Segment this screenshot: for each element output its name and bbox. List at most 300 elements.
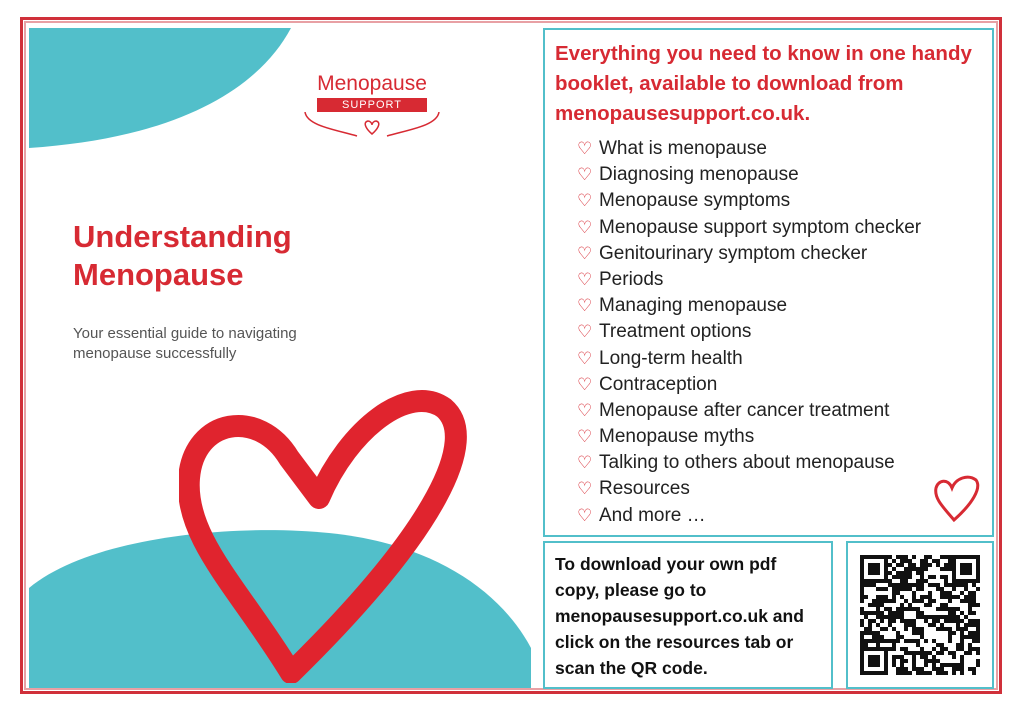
contents-item xyxy=(577,267,921,293)
qr-module xyxy=(944,555,948,559)
qr-module xyxy=(968,651,972,655)
qr-module xyxy=(936,627,940,631)
qr-module xyxy=(860,607,864,611)
qr-module xyxy=(920,631,924,635)
contents-item xyxy=(577,398,921,424)
qr-module xyxy=(904,659,908,663)
qr-module xyxy=(880,619,884,623)
heart-bullet-icon: ♡ xyxy=(577,348,593,368)
qr-module xyxy=(876,595,880,599)
qr-module xyxy=(948,611,952,615)
qr-module xyxy=(888,619,892,623)
qr-module xyxy=(868,639,872,643)
qr-module xyxy=(872,611,876,615)
qr-module xyxy=(896,587,900,591)
qr-module xyxy=(916,579,920,583)
qr-module xyxy=(868,623,872,627)
qr-module xyxy=(900,647,904,651)
contents-item-label: What is menopause xyxy=(599,138,767,159)
qr-module xyxy=(912,607,916,611)
qr-module xyxy=(876,587,880,591)
qr-module xyxy=(912,623,916,627)
contents-item xyxy=(577,215,921,241)
qr-module xyxy=(940,603,944,607)
qr-module xyxy=(880,595,884,599)
qr-module xyxy=(912,627,916,631)
qr-module xyxy=(944,595,948,599)
qr-finder-center xyxy=(868,563,880,575)
qr-module xyxy=(860,635,864,639)
qr-module xyxy=(956,607,960,611)
contents-item-label: Managing menopause xyxy=(599,295,788,317)
qr-module xyxy=(904,571,908,575)
qr-module xyxy=(972,639,976,643)
qr-module xyxy=(896,631,900,635)
qr-module xyxy=(960,655,964,659)
qr-module xyxy=(916,651,920,655)
qr-module xyxy=(892,627,896,631)
qr-module xyxy=(892,595,896,599)
qr-module xyxy=(912,591,916,595)
qr-module xyxy=(948,639,952,643)
qr-module xyxy=(952,655,956,659)
qr-module xyxy=(952,583,956,587)
qr-module xyxy=(908,607,912,611)
contents-item-label: Long-term health xyxy=(599,347,743,369)
qr-module xyxy=(920,559,924,563)
qr-module xyxy=(916,567,920,571)
qr-module xyxy=(948,599,952,603)
qr-module xyxy=(948,555,952,559)
heart-bullet-icon: ♡ xyxy=(577,165,593,185)
qr-module xyxy=(916,611,920,615)
qr-module xyxy=(892,615,896,619)
qr-module xyxy=(972,635,976,639)
qr-module xyxy=(892,619,896,623)
qr-module xyxy=(932,659,936,663)
qr-module xyxy=(876,603,880,607)
contents-item-label: And more … xyxy=(599,504,706,526)
qr-module xyxy=(944,603,948,607)
qr-module xyxy=(916,583,920,587)
qr-module xyxy=(904,599,908,603)
qr-module xyxy=(868,603,872,607)
qr-module xyxy=(860,619,864,623)
qr-module xyxy=(884,639,888,643)
qr-module xyxy=(904,619,908,623)
qr-module xyxy=(936,587,940,591)
qr-module xyxy=(912,583,916,587)
qr-module xyxy=(940,567,944,571)
qr-module xyxy=(932,559,936,563)
qr-module xyxy=(928,651,932,655)
qr-module xyxy=(952,619,956,623)
qr-module xyxy=(888,639,892,643)
qr-module xyxy=(900,555,904,559)
qr-module xyxy=(968,595,972,599)
qr-module xyxy=(924,559,928,563)
contents-item xyxy=(577,319,921,345)
qr-module xyxy=(976,627,980,631)
qr-module xyxy=(964,587,968,591)
qr-module xyxy=(880,611,884,615)
qr-module xyxy=(964,615,968,619)
qr-module xyxy=(900,587,904,591)
heart-bullet-icon: ♡ xyxy=(577,453,593,473)
qr-module xyxy=(888,583,892,587)
qr-module xyxy=(896,639,900,643)
qr-module xyxy=(860,639,864,643)
qr-module xyxy=(912,563,916,567)
qr-module xyxy=(896,583,900,587)
qr-module xyxy=(892,567,896,571)
qr-module xyxy=(916,667,920,671)
qr-module xyxy=(952,607,956,611)
qr-module xyxy=(940,663,944,667)
qr-module xyxy=(928,623,932,627)
qr-module xyxy=(900,579,904,583)
qr-module xyxy=(952,595,956,599)
qr-module xyxy=(892,611,896,615)
qr-module xyxy=(916,587,920,591)
qr-module xyxy=(912,651,916,655)
qr-module xyxy=(860,583,864,587)
qr-module xyxy=(924,639,928,643)
qr-module xyxy=(972,599,976,603)
qr-module xyxy=(972,671,976,675)
contents-item-label: Menopause after cancer treatment xyxy=(599,399,890,421)
qr-module xyxy=(928,595,932,599)
qr-module xyxy=(868,611,872,615)
qr-module xyxy=(876,623,880,627)
qr-module xyxy=(952,587,956,591)
qr-module xyxy=(920,595,924,599)
qr-module xyxy=(892,575,896,579)
qr-module xyxy=(932,667,936,671)
qr-module xyxy=(860,591,864,595)
qr-module xyxy=(880,615,884,619)
qr-module xyxy=(952,631,956,635)
qr-module xyxy=(920,627,924,631)
qr-module xyxy=(888,607,892,611)
qr-module xyxy=(900,663,904,667)
qr-module xyxy=(960,599,964,603)
contents-item-label: Treatment options xyxy=(599,321,752,343)
qr-module xyxy=(960,611,964,615)
qr-module xyxy=(952,663,956,667)
qr-module xyxy=(928,575,932,579)
qr-module xyxy=(884,599,888,603)
qr-module xyxy=(956,623,960,627)
qr-module xyxy=(892,591,896,595)
qr-module xyxy=(900,619,904,623)
qr-module xyxy=(860,587,864,591)
qr-module xyxy=(928,603,932,607)
qr-module xyxy=(932,619,936,623)
qr-module xyxy=(908,567,912,571)
qr-module xyxy=(936,643,940,647)
contents-item xyxy=(577,503,921,529)
qr-module xyxy=(908,623,912,627)
qr-module xyxy=(904,575,908,579)
qr-module xyxy=(972,667,976,671)
qr-module xyxy=(880,587,884,591)
qr-module xyxy=(960,663,964,667)
qr-module xyxy=(904,555,908,559)
qr-module xyxy=(912,619,916,623)
qr-module xyxy=(948,567,952,571)
qr-module xyxy=(976,647,980,651)
qr-module xyxy=(964,595,968,599)
qr-module xyxy=(968,631,972,635)
qr-module xyxy=(968,647,972,651)
qr-module xyxy=(948,615,952,619)
qr-module xyxy=(896,563,900,567)
qr-module xyxy=(968,643,972,647)
qr-module xyxy=(968,667,972,671)
qr-module xyxy=(912,555,916,559)
qr-module xyxy=(936,667,940,671)
qr-module xyxy=(904,639,908,643)
qr-module xyxy=(952,671,956,675)
qr-module xyxy=(932,663,936,667)
qr-module xyxy=(908,587,912,591)
qr-module xyxy=(880,599,884,603)
qr-module xyxy=(880,639,884,643)
qr-module xyxy=(920,647,924,651)
qr-module xyxy=(900,615,904,619)
cover-subtitle: Your essential guide to navigating menopause successfully xyxy=(73,325,297,362)
qr-finder-center xyxy=(960,563,972,575)
qr-module xyxy=(892,663,896,667)
qr-module xyxy=(932,575,936,579)
qr-module xyxy=(900,611,904,615)
qr-module xyxy=(976,603,980,607)
contents-item-label: Genitourinary symptom checker xyxy=(599,242,868,264)
qr-module xyxy=(904,667,908,671)
qr-module xyxy=(924,615,928,619)
qr-module xyxy=(888,555,892,559)
qr-module xyxy=(944,607,948,611)
qr-module xyxy=(920,563,924,567)
qr-module xyxy=(900,575,904,579)
qr-module xyxy=(924,555,928,559)
qr-module xyxy=(916,631,920,635)
qr-module xyxy=(948,635,952,639)
qr-module xyxy=(968,623,972,627)
qr-module xyxy=(976,631,980,635)
qr-module xyxy=(876,631,880,635)
qr-module xyxy=(952,611,956,615)
qr-module xyxy=(872,639,876,643)
qr-module xyxy=(972,619,976,623)
qr-module xyxy=(956,643,960,647)
qr-module xyxy=(860,631,864,635)
qr-module xyxy=(864,583,868,587)
qr-module xyxy=(896,615,900,619)
qr-module xyxy=(896,671,900,675)
qr-module xyxy=(944,575,948,579)
qr-module xyxy=(936,615,940,619)
qr-module xyxy=(936,563,940,567)
qr-module xyxy=(968,603,972,607)
qr-module xyxy=(880,627,884,631)
qr-module xyxy=(860,611,864,615)
qr-module xyxy=(932,647,936,651)
contents-list xyxy=(577,136,921,529)
qr-module xyxy=(972,623,976,627)
qr-module xyxy=(964,599,968,603)
qr-module xyxy=(868,583,872,587)
qr-module xyxy=(892,583,896,587)
qr-module xyxy=(964,635,968,639)
qr-module xyxy=(940,627,944,631)
qr-module xyxy=(924,579,928,583)
qr-module xyxy=(948,607,952,611)
qr-module xyxy=(908,559,912,563)
qr-module xyxy=(868,631,872,635)
qr-module xyxy=(920,583,924,587)
contents-item xyxy=(577,450,921,476)
qr-module xyxy=(920,615,924,619)
qr-module xyxy=(892,599,896,603)
qr-module xyxy=(964,651,968,655)
qr-module xyxy=(944,627,948,631)
qr-module xyxy=(964,627,968,631)
qr-module xyxy=(924,659,928,663)
qr-module xyxy=(896,611,900,615)
qr-module xyxy=(904,587,908,591)
qr-module xyxy=(948,627,952,631)
qr-module xyxy=(896,607,900,611)
qr-module xyxy=(960,591,964,595)
qr-module xyxy=(876,599,880,603)
qr-module xyxy=(972,591,976,595)
qr-module xyxy=(956,627,960,631)
qr-module xyxy=(904,559,908,563)
qr-module xyxy=(932,655,936,659)
heart-bullet-icon: ♡ xyxy=(577,269,593,289)
qr-module xyxy=(920,587,924,591)
qr-module xyxy=(924,619,928,623)
qr-module xyxy=(908,563,912,567)
qr-module xyxy=(924,655,928,659)
qr-module xyxy=(896,591,900,595)
qr-module xyxy=(940,575,944,579)
qr-module xyxy=(976,639,980,643)
qr-module xyxy=(892,559,896,563)
heart-bullet-icon: ♡ xyxy=(577,322,593,342)
qr-module xyxy=(916,571,920,575)
contents-item xyxy=(577,136,921,162)
contents-item-label: Menopause symptoms xyxy=(599,190,791,212)
qr-module xyxy=(864,627,868,631)
qr-code[interactable] xyxy=(860,555,980,675)
contents-item xyxy=(577,162,921,188)
contents-item-label: Menopause support symptom checker xyxy=(599,216,922,238)
heart-bullet-icon: ♡ xyxy=(577,139,593,158)
menopause-support-logo xyxy=(297,72,447,147)
heart-bullet-icon: ♡ xyxy=(577,217,593,237)
download-box xyxy=(543,541,833,689)
qr-module xyxy=(912,639,916,643)
qr-module xyxy=(908,619,912,623)
qr-module xyxy=(916,607,920,611)
qr-module xyxy=(876,639,880,643)
qr-module xyxy=(904,651,908,655)
qr-box[interactable] xyxy=(846,541,994,689)
qr-module xyxy=(916,599,920,603)
qr-module xyxy=(876,607,880,611)
qr-module xyxy=(936,659,940,663)
contents-item-label: Periods xyxy=(599,268,664,290)
qr-module xyxy=(940,651,944,655)
qr-module xyxy=(904,583,908,587)
qr-module xyxy=(916,671,920,675)
qr-module xyxy=(968,607,972,611)
heart-bullet-icon: ♡ xyxy=(577,374,593,394)
qr-module xyxy=(920,579,924,583)
qr-module xyxy=(960,627,964,631)
qr-module xyxy=(948,563,952,567)
qr-module xyxy=(920,635,924,639)
qr-module xyxy=(912,659,916,663)
qr-module xyxy=(936,559,940,563)
qr-module xyxy=(960,639,964,643)
title-line-1: Understanding xyxy=(73,219,292,254)
qr-module xyxy=(956,619,960,623)
qr-module xyxy=(972,583,976,587)
heart-bullet-icon: ♡ xyxy=(577,296,593,316)
qr-module xyxy=(956,663,960,667)
qr-module xyxy=(932,639,936,643)
qr-module xyxy=(864,611,868,615)
qr-module xyxy=(896,575,900,579)
qr-module xyxy=(936,651,940,655)
qr-module xyxy=(900,603,904,607)
qr-module xyxy=(948,583,952,587)
qr-module xyxy=(916,615,920,619)
qr-module xyxy=(892,655,896,659)
qr-module xyxy=(976,619,980,623)
qr-module xyxy=(960,671,964,675)
qr-module xyxy=(908,671,912,675)
qr-module xyxy=(868,627,872,631)
qr-module xyxy=(908,603,912,607)
qr-module xyxy=(920,571,924,575)
qr-module xyxy=(912,667,916,671)
qr-module xyxy=(884,595,888,599)
qr-module xyxy=(936,671,940,675)
qr-module xyxy=(900,607,904,611)
qr-module xyxy=(864,631,868,635)
qr-module xyxy=(972,631,976,635)
qr-module xyxy=(948,591,952,595)
qr-module xyxy=(888,623,892,627)
qr-module xyxy=(928,659,932,663)
qr-module xyxy=(900,671,904,675)
qr-module xyxy=(940,607,944,611)
hands-heart-icon xyxy=(297,112,447,142)
qr-module xyxy=(888,647,892,651)
qr-module xyxy=(968,599,972,603)
qr-module xyxy=(888,599,892,603)
qr-module xyxy=(900,659,904,663)
qr-module xyxy=(976,659,980,663)
qr-module xyxy=(900,595,904,599)
qr-module xyxy=(960,659,964,663)
qr-module xyxy=(960,631,964,635)
